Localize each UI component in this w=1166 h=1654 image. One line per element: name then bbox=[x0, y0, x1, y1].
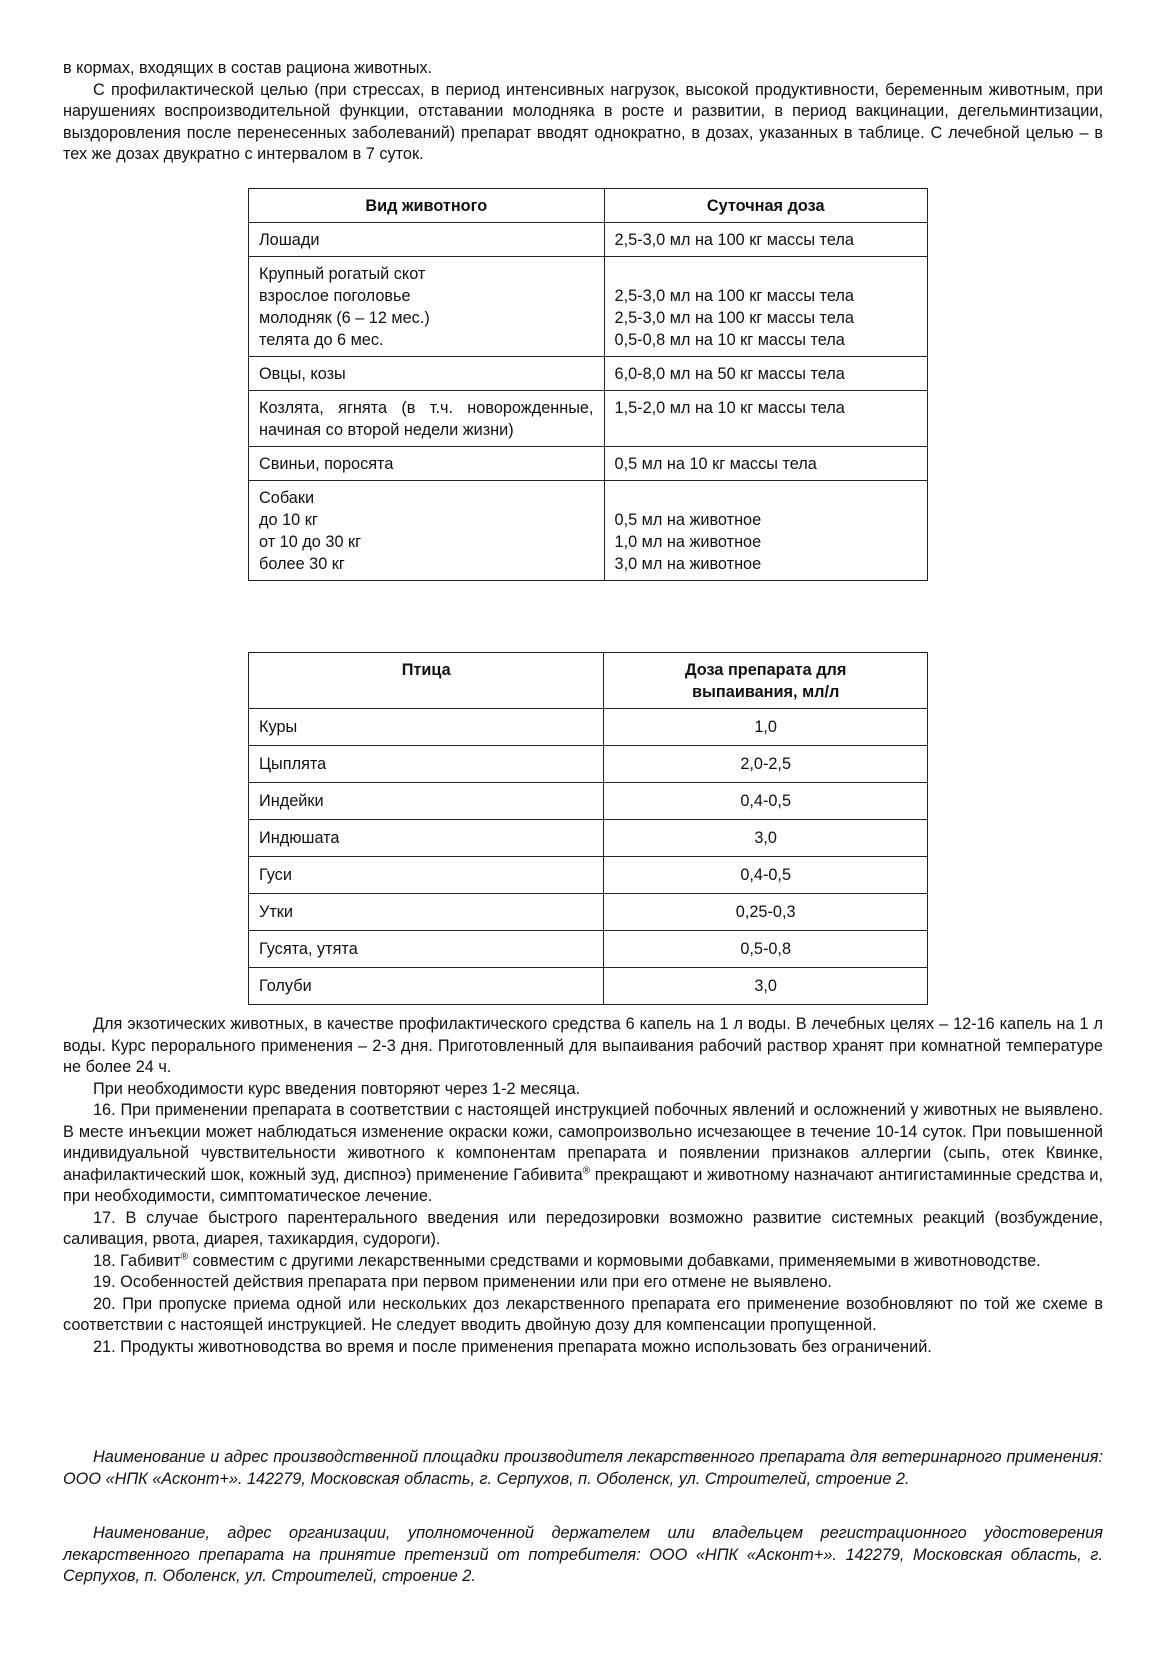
manufacturer-address: Наименование и адрес производственной площадки производителя лекарственного препарата для ветеринарного применения: ООО «НПК «Асконт+». 142279, Московская область, г. Серпухов, п. Оболенск, ул. Строителей, строение 2. bbox=[63, 1448, 1103, 1488]
bird-cell: Индюшата bbox=[249, 820, 604, 857]
bird-dose-table bbox=[248, 652, 928, 1005]
animal-cell: Свиньи, поросята bbox=[249, 447, 605, 481]
intro-paragraph-1: в кормах, входящих в состав рациона животных. bbox=[63, 59, 433, 77]
dose-cell: 1,0 bbox=[604, 709, 928, 746]
table-row bbox=[249, 257, 928, 357]
dose-cell: 0,4-0,5 bbox=[604, 857, 928, 894]
table-header-row bbox=[249, 189, 928, 223]
dose-cell: 2,5-3,0 мл на 100 кг массы тела bbox=[604, 223, 927, 257]
bird-cell: Куры bbox=[249, 709, 604, 746]
animal-cell: Овцы, козы bbox=[249, 357, 605, 391]
table-row bbox=[249, 447, 928, 481]
table-header-row bbox=[249, 653, 928, 709]
animal-dose-table bbox=[248, 188, 928, 581]
dose-cell: 3,0 bbox=[604, 968, 928, 1005]
table-row bbox=[249, 968, 928, 1005]
intro-text bbox=[63, 58, 1103, 166]
table-row bbox=[249, 857, 928, 894]
paragraph-21: 21. Продукты животноводства во время и после применения препарата можно использовать без ограничений. bbox=[93, 1337, 932, 1356]
dose-cell: 6,0-8,0 мл на 50 кг массы тела bbox=[604, 357, 927, 391]
table-row bbox=[249, 481, 928, 581]
table-row bbox=[249, 783, 928, 820]
paragraph-20: 20. При пропуске приема одной или нескольких доз лекарственного препарата его применение возобновляют по той же схеме в соответствии с настоящей инструкцией. Не следует вводить двойную дозу для компенсации пропущенной. bbox=[63, 1294, 1103, 1334]
bird-cell: Цыплята bbox=[249, 746, 604, 783]
exotic-animals-paragraph: Для экзотических животных, в качестве профилактического средства 6 капель на 1 л воды. В лечебных целях – 12-16 капель на 1 л воды. Курс перорального применения – 2-3 дня. Приготовленный для выпаивания рабочий раствор хранят при комнатной температуре не более 24 ч. bbox=[63, 1015, 1103, 1076]
bird-cell: Голуби bbox=[249, 968, 604, 1005]
paragraph-16: 16. При применении препарата в соответствии с настоящей инструкцией побочных явлений и осложнений у животных не выявлено. В месте инъекции может наблюдаться изменение окраски кожи, самопроизвольно исчезающее в течение 10-14 суток. При повышенной индивидуальной чувствительности животного к компонентам препарата и появлении признаков аллергии (сыпь, отек Квинке, анафилактический шок, кожный зуд, диспноэ) применение Габивита® прекращают и животному назначают антигистаминные средства и, при необходимости, симптоматическое лечение. bbox=[63, 1101, 1104, 1205]
table-row bbox=[249, 894, 928, 931]
dose-cell: 2,0-2,5 bbox=[604, 746, 928, 783]
paragraph-19: 19. Особенностей действия препарата при первом применении или при его отмене не выявлено. bbox=[93, 1273, 832, 1291]
repeat-course-paragraph: При необходимости курс введения повторяют через 1-2 месяца. bbox=[93, 1079, 581, 1098]
claims-address: Наименование, адрес организации, уполномоченной держателем или владельцем регистрационного удостоверения лекарственного препарата на принятие претензий от потребителя: ООО «НПК «Асконт+». 142279, Московская область, г. Серпухов, п. Оболенск, ул. Строителей, строение 2. bbox=[63, 1524, 1103, 1585]
dose-cell: 2,5-3,0 мл на 100 кг массы тела 2,5-3,0 мл на 100 кг массы тела 0,5-0,8 мл на 10 кг массы тела bbox=[604, 257, 927, 357]
dose-cell: 0,5-0,8 bbox=[604, 931, 928, 968]
header-bird: Птица bbox=[249, 653, 604, 709]
table-row bbox=[249, 820, 928, 857]
table-row bbox=[249, 931, 928, 968]
dose-cell: 3,0 bbox=[604, 820, 928, 857]
bird-cell: Гусята, утята bbox=[249, 931, 604, 968]
dose-cell: 0,4-0,5 bbox=[604, 783, 928, 820]
dose-cell: 1,5-2,0 мл на 10 кг массы тела bbox=[604, 391, 927, 447]
bird-cell: Индейки bbox=[249, 783, 604, 820]
animal-cell: Собаки до 10 кг от 10 до 30 кг более 30 кг bbox=[249, 481, 605, 581]
animal-cell: Лошади bbox=[249, 223, 605, 257]
header-daily-dose: Суточная доза bbox=[604, 189, 927, 223]
animal-cell: Крупный рогатый скот взрослое поголовье молодняк (6 – 12 мес.) телята до 6 мес. bbox=[249, 257, 605, 357]
header-animal: Вид животного bbox=[249, 189, 605, 223]
animal-cell: Козлята, ягнята (в т.ч. новорожденные, начиная со второй недели жизни) bbox=[249, 391, 605, 447]
manufacturer-block bbox=[63, 1447, 1103, 1490]
table-row bbox=[249, 357, 928, 391]
dose-cell: 0,25-0,3 bbox=[604, 894, 928, 931]
dose-cell: 0,5 мл на животное 1,0 мл на животное 3,0 мл на животное bbox=[604, 481, 927, 581]
paragraph-17: 17. В случае быстрого парентерального введения или передозировки возможно развитие системных реакций (возбуждение, саливация, рвота, диарея, тахикардия, судороги). bbox=[63, 1208, 1103, 1248]
instruction-body bbox=[63, 1014, 1103, 1358]
registered-mark: ® bbox=[180, 1251, 189, 1263]
paragraph-18: 18. Габивит® совместим с другими лекарственными средствами и кормовыми добавками, применяемыми в животноводстве. bbox=[93, 1251, 1041, 1270]
bird-cell: Гуси bbox=[249, 857, 604, 894]
bird-cell: Утки bbox=[249, 894, 604, 931]
table-row bbox=[249, 746, 928, 783]
header-drinking-dose: Доза препарата для выпаивания, мл/л bbox=[604, 653, 928, 709]
table-row bbox=[249, 391, 928, 447]
table-row bbox=[249, 709, 928, 746]
registered-mark: ® bbox=[582, 1165, 591, 1177]
dose-cell: 0,5 мл на 10 кг массы тела bbox=[604, 447, 927, 481]
claims-block bbox=[63, 1523, 1103, 1588]
intro-paragraph-2: С профилактической целью (при стрессах, в период интенсивных нагрузок, высокой продуктивности, беременным животным, при нарушениях воспроизводительной функции, отставании молодняка в росте и развитии, в период вакцинации, дегельминтизации, выздоровления после перенесенных заболеваний) препарат вводят однократно, в дозах, указанных в таблице. С лечебной целью – в тех же дозах двукратно с интервалом в 7 суток. bbox=[63, 80, 1103, 163]
table-row bbox=[249, 223, 928, 257]
